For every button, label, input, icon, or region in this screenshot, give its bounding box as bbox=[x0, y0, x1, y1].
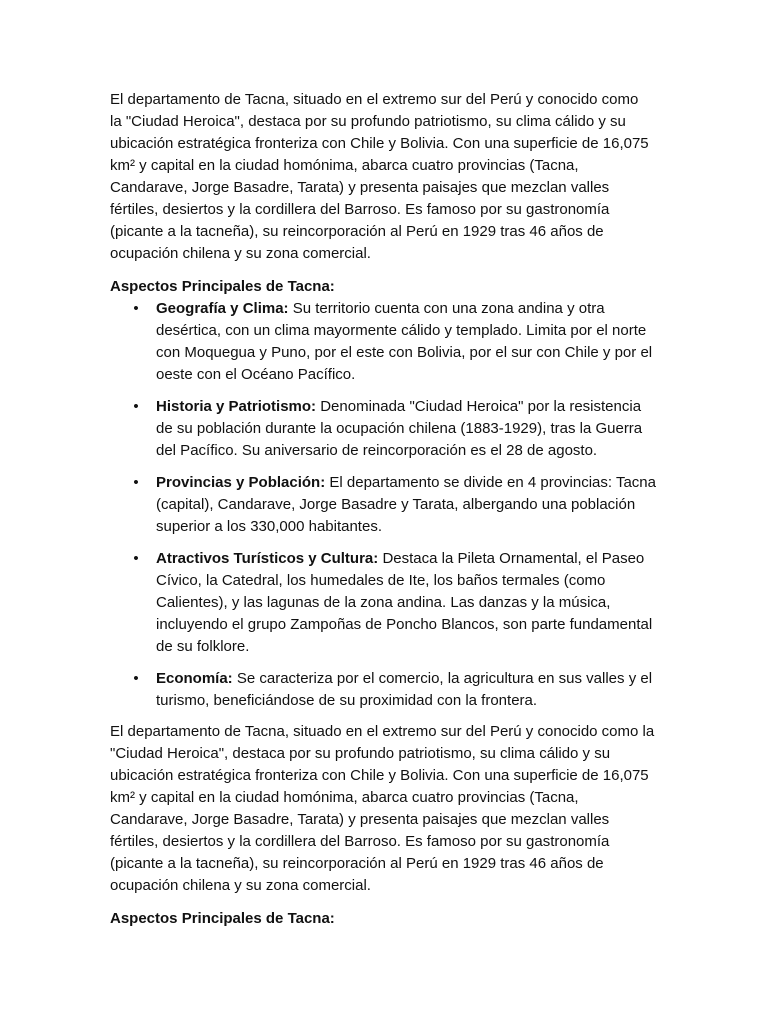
item-title: Economía: bbox=[156, 670, 233, 687]
intro-paragraph: El departamento de Tacna, situado en el extremo sur del Perú y conocido como la "Ciudad Heroica", destaca por su profundo patriotismo, su clima cálido y su ubicación estratégica fronteriza con Chile y Bolivia. Con una superficie de 16,075 km² y capital en la ciudad homónima, abarca cuatro provincias (Tacna, Candarave, Jorge Basadre, Tarata) y presenta paisajes que mezclan valles fértiles, desiertos y la cordillera del Barroso. Es famoso por su gastronomía (picante a la tacneña), su reincorporación al Perú en 1929 tras 46 años de ocupación chilena y su zona comercial. bbox=[110, 91, 649, 262]
repeat-heading: Aspectos Principales de Tacna: bbox=[110, 910, 335, 927]
bullet-icon: • bbox=[133, 300, 139, 317]
item-title: Historia y Patriotismo: bbox=[156, 398, 317, 415]
bullet-icon: • bbox=[133, 670, 139, 687]
bullet-icon: • bbox=[133, 550, 139, 567]
section-heading: Aspectos Principales de Tacna: bbox=[110, 278, 335, 295]
item-text: Se caracteriza por el comercio, la agricultura en sus valles y el turismo, beneficiándose de su proximidad con la frontera. bbox=[156, 670, 653, 709]
document-page bbox=[110, 89, 660, 930]
bullet-icon: • bbox=[133, 398, 139, 415]
repeat-paragraph: El departamento de Tacna, situado en el extremo sur del Perú y conocido como la "Ciudad Heroica", destaca por su profundo patriotismo, su clima cálido y su ubicación estratégica fronteriza con Chile y Bolivia. Con una superficie de 16,075 km² y capital en la ciudad homónima, abarca cuatro provincias (Tacna, Candarave, Jorge Basadre, Tarata) y presenta paisajes que mezclan valles fértiles, desiertos y la cordillera del Barroso. Es famoso por su gastronomía (picante a la tacneña), su reincorporación al Perú en 1929 tras 46 años de ocupación chilena y su zona comercial. bbox=[110, 723, 655, 894]
item-text: Destaca la Pileta Ornamental, el Paseo Cívico, la Catedral, los humedales de Ite, los baños termales (como Calientes), y las lagunas de la zona andina. Las danzas y la música, incluyendo el grupo Zampoñas de Poncho Blancos, son parte fundamental de su folklore. bbox=[156, 550, 653, 655]
aspects-list bbox=[110, 298, 660, 712]
item-text: El departamento se divide en 4 provincias: Tacna (capital), Candarave, Jorge Basadre y Tarata, albergando una población superior a los 330,000 habitantes. bbox=[156, 474, 656, 535]
list-item bbox=[110, 472, 658, 538]
item-title: Atractivos Turísticos y Cultura: bbox=[156, 550, 379, 567]
bullet-icon: • bbox=[133, 474, 139, 491]
item-title: Provincias y Población: bbox=[156, 474, 326, 491]
item-title: Geografía y Clima: bbox=[156, 300, 289, 317]
item-text: Denominada "Ciudad Heroica" por la resistencia de su población durante la ocupación chilena (1883-1929), tras la Guerra del Pacífico. Su aniversario de reincorporación es el 28 de agosto. bbox=[156, 398, 643, 459]
list-item bbox=[110, 298, 658, 386]
list-item bbox=[110, 396, 658, 462]
list-item bbox=[110, 668, 658, 712]
item-text: Su territorio cuenta con una zona andina y otra desértica, con un clima mayormente cálido y templado. Limita por el norte con Moquegua y Puno, por el este con Bolivia, por el sur con Chile y por el oeste con el Océano Pacífico. bbox=[156, 300, 653, 383]
list-item bbox=[110, 548, 658, 658]
